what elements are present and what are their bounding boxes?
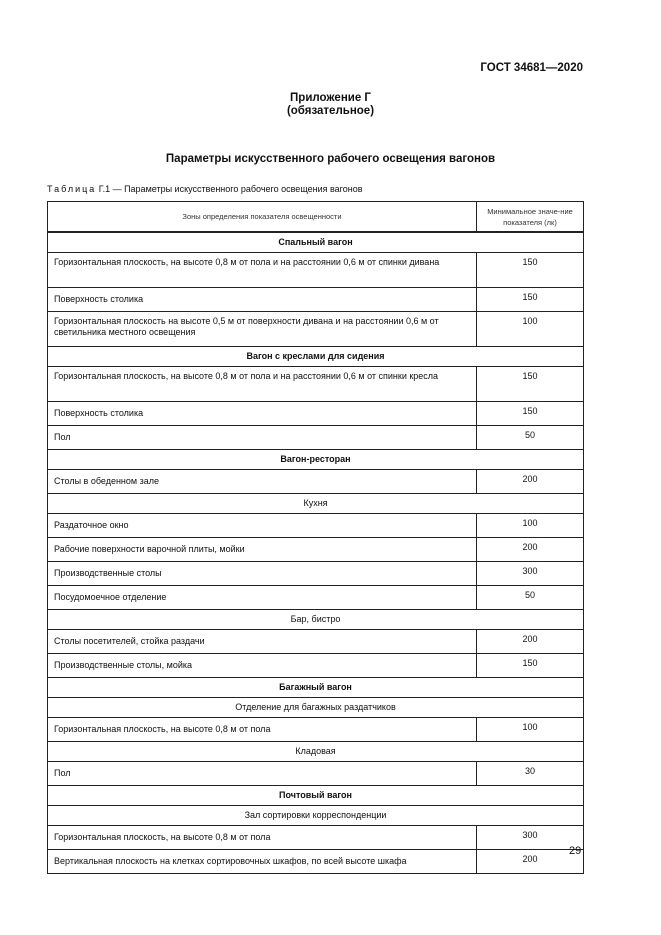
- subsection-heading-row: [48, 806, 584, 826]
- zone-cell: Горизонтальная плоскость, на высоте 0,8 м от пола: [48, 718, 477, 742]
- lighting-table: [47, 201, 584, 874]
- subsection-heading-row: [48, 742, 584, 762]
- subsection-heading-row: [48, 610, 584, 630]
- value-cell: 50: [477, 586, 584, 610]
- heading-cell: Зал сортировки корреспонденции: [48, 806, 584, 826]
- value-cell: 150: [477, 367, 584, 402]
- heading-cell: Вагон-ресторан: [48, 450, 584, 470]
- table-row: [48, 586, 584, 610]
- zone-cell: Производственные столы: [48, 562, 477, 586]
- value-cell: 100: [477, 718, 584, 742]
- value-cell: 200: [477, 470, 584, 494]
- table-row: [48, 630, 584, 654]
- value-cell: 300: [477, 826, 584, 850]
- section-title: Параметры искусственного рабочего освещения вагонов: [165, 153, 496, 165]
- table-row: [48, 288, 584, 312]
- heading-cell: Кухня: [48, 494, 584, 514]
- table-row: [48, 850, 584, 874]
- value-cell: 150: [477, 253, 584, 288]
- value-cell: 200: [477, 630, 584, 654]
- zone-cell: Пол: [48, 426, 477, 450]
- heading-cell: Багажный вагон: [48, 678, 584, 698]
- header-zone: Зоны определения показателя освещенности: [48, 202, 477, 233]
- zone-cell: Горизонтальная плоскость на высоте 0,5 м от поверхности дивана и на расстоянии 0,6 м от светильника местного освещения: [48, 312, 477, 347]
- table-row: [48, 367, 584, 402]
- appendix-note: (обязательное): [286, 105, 375, 117]
- table-caption-prefix: Таблица: [47, 184, 97, 194]
- table-row: [48, 312, 584, 347]
- value-cell: 150: [477, 288, 584, 312]
- table-row: [48, 762, 584, 786]
- subsection-heading-row: [48, 494, 584, 514]
- section-heading-row: [48, 678, 584, 698]
- table-row: [48, 514, 584, 538]
- value-cell: 100: [477, 514, 584, 538]
- zone-cell: Поверхность столика: [48, 402, 477, 426]
- table-row: [48, 562, 584, 586]
- zone-cell: Вертикальная плоскость на клетках сортировочных шкафов, по всей высоте шкафа: [48, 850, 477, 874]
- standard-number: ГОСТ 34681—2020: [480, 62, 583, 74]
- table-row: [48, 426, 584, 450]
- heading-cell: Бар, бистро: [48, 610, 584, 630]
- value-cell: 150: [477, 654, 584, 678]
- zone-cell: Горизонтальная плоскость, на высоте 0,8 м от пола: [48, 826, 477, 850]
- value-cell: 200: [477, 850, 584, 874]
- zone-cell: Столы посетителей, стойка раздачи: [48, 630, 477, 654]
- section-heading-row: [48, 450, 584, 470]
- heading-cell: Спальный вагон: [48, 232, 584, 253]
- zone-cell: Поверхность столика: [48, 288, 477, 312]
- header-value: Минимальное значе-ние показателя (лк): [477, 202, 584, 233]
- table-row: [48, 402, 584, 426]
- value-cell: 200: [477, 538, 584, 562]
- heading-cell: Кладовая: [48, 742, 584, 762]
- table-caption-text: Г.1 — Параметры искусственного рабочего освещения вагонов: [96, 184, 363, 194]
- table-caption: [47, 184, 363, 194]
- section-heading-row: [48, 347, 584, 367]
- value-cell: 30: [477, 762, 584, 786]
- table-row: [48, 718, 584, 742]
- zone-cell: Пол: [48, 762, 477, 786]
- zone-cell: Производственные столы, мойка: [48, 654, 477, 678]
- zone-cell: Рабочие поверхности варочной плиты, мойки: [48, 538, 477, 562]
- heading-cell: Вагон с креслами для сидения: [48, 347, 584, 367]
- table-row: [48, 654, 584, 678]
- heading-cell: Отделение для багажных раздатчиков: [48, 698, 584, 718]
- zone-cell: Горизонтальная плоскость, на высоте 0,8 м от пола и на расстоянии 0,6 м от спинки кресла: [48, 367, 477, 402]
- zone-cell: Горизонтальная плоскость, на высоте 0,8 м от пола и на расстоянии 0,6 м от спинки дивана: [48, 253, 477, 288]
- page-number: 29: [569, 845, 582, 857]
- value-cell: 100: [477, 312, 584, 347]
- table-row: [48, 826, 584, 850]
- table-row: [48, 253, 584, 288]
- value-cell: 300: [477, 562, 584, 586]
- section-heading-row: [48, 786, 584, 806]
- value-cell: 150: [477, 402, 584, 426]
- zone-cell: Посудомоечное отделение: [48, 586, 477, 610]
- appendix-title: Приложение Г: [290, 92, 371, 104]
- value-cell: 50: [477, 426, 584, 450]
- section-heading-row: [48, 232, 584, 253]
- zone-cell: Столы в обеденном зале: [48, 470, 477, 494]
- table-row: [48, 538, 584, 562]
- subsection-heading-row: [48, 698, 584, 718]
- heading-cell: Почтовый вагон: [48, 786, 584, 806]
- zone-cell: Раздаточное окно: [48, 514, 477, 538]
- table-header-row: [48, 202, 584, 233]
- table-row: [48, 470, 584, 494]
